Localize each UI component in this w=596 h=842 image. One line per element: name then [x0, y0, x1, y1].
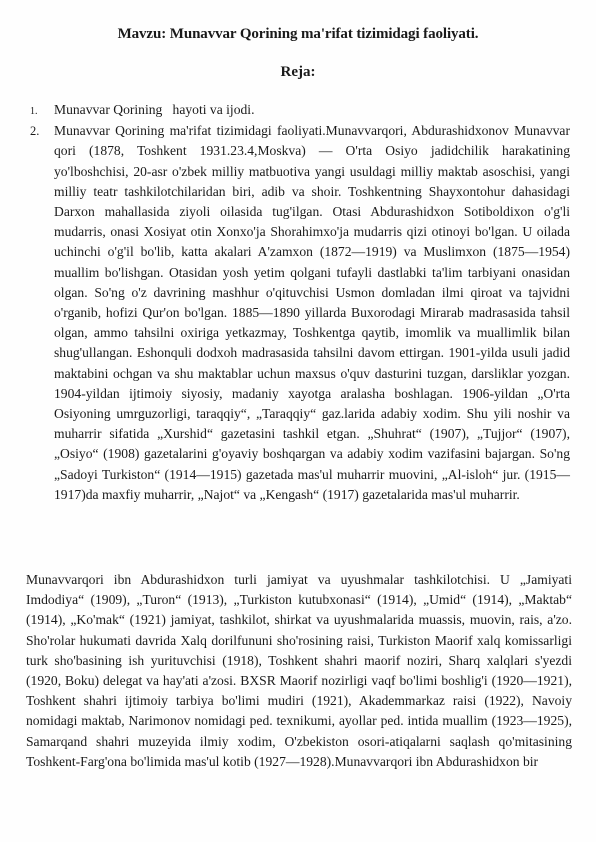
plan-list: [0, 100, 596, 505]
plan-item-text: Munavvar Qorining hayoti va ijodi.: [54, 102, 255, 117]
plan-item-2: [0, 121, 596, 505]
body-paragraph: Munavvarqori ibn Abdurashidxon turli jamiyat va uyushmalar tashkilotchisi. U „Jamiyati Imdodiya“ (1909), „Turon“ (1913), „Turkiston kutubxonasi“ (1914), „Umid“ (1914), „Maktab“ (1914), „Ko'mak“ (1921) jamiyat, tashkilot, shirkat va uyushmalarida muassis, muovin, rais, a'zo. Sho'rolar hukumati davrida Xalq dorilfununi sho'rosining raisi, Turkiston Maorif xalq komissarligi turk sho'basining ish yurituvchisi (1918), Toshkent shahri maorif noziri, Sharq xalqlari s'yezdi (1920, Boku) delegat va hay'ati a'zosi. BXSR Maorif nozirligi vaqf bo'limi boshlig'i (1920—1921), Toshkent shahri ijtimoiy tarbiya bo'limi mudiri (1921), Akademmarkaz raisi (1922), Navoiy nomidagi maktab, Narimonov nomidagi ped. texnikumi, ayollar ped. intida muallim (1923—1925), Samarqand shahri muzeyida ilmiy xodim, O'zbekiston osori-atiqalarni saqlash qo'mitasining Toshkent-Farg'ona bo'limida mas'ul kotib (1927—1928).Munavvarqori ibn Abdurashidxon bir: [26, 572, 572, 769]
document-title: Mavzu: Munavvar Qorining ma'rifat tizimidagi faoliyati.: [117, 26, 479, 42]
plan-heading: Reja:: [280, 64, 316, 80]
plan-item-number: 2.: [30, 124, 40, 139]
plan-item-text: Munavvar Qorining ma'rifat tizimidagi faoliyati.Munavvarqori, Abdurashidxonov Munavvar qori (1878, Toshkent 1931.23.4,Moskva) — O'rta Osiyo jadidchilik harakatining yo'lboshchisi, 20-asr o'zbek milliy matbuotiva yangi usuldagi milliy maktab asoschisi, yangi milliy teatr tashkilotchilaridan biri, adib va shoir. Toshkentning Shayxontohur dahasidagi Darxon mahallasida ziyoli oilasida tug'ilgan. Otasi Abdurashidxon Sotiboldixon o'g'li mudarris, onasi Xosiyat otin Xonxo'ja Shorahimxo'ja mudarris qizi otinoyi bo'lgan. U oilada uchinchi o'g'il bo'lib, katta akalari A'zamxon (1872—1919) va Muslimxon (1875—1954) muallim bo'lishgan. Otasidan yosh yetim qolgani tufayli dastlabki ta'lim tarbiyani onasidan olgan. So'ng o'z davrining mashhur o'qituvchisi Usmon domladan ilmi qiroat va tajvidni o'rganib, hofizi Qur'on bo'lgan. 1885—1890 yillarda Buxorodagi Mirarab madrasasida tahsil olgan, ammo tahsilni oxiriga yetkazmay, Toshkentga qaytib, imomlik va muallimlik bilan shug'ullangan. Eshonquli dodxoh madrasasida tahsilni davom ettirgan. 1901-yilda usuli jadid maktabini ochgan va shu maktablar uchun maxsus o'quv dasturini tuzgan, darsliklar yozgan. 1904-yildan ijtimoiy siyosiy, madaniy xayotga aralasha boshlagan. 1906-yildan „O'rta Osiyoning umrguzorligi, taraqqiy“, „Taraqqiy“ gaz.larida adabiy xodim. Shu yili noshir va muharrir sifatida „Xurshid“ gazetasini tashkil etgan. „Shuhrat“ (1907), „Tujjor“ (1907), „Osiyo“ (1908) gazetalarini g'oyaviy boshqargan va adabiy xodim vazifasini bajargan. So'ng „Sadoyi Turkiston“ (1914—1915) gazetada mas'ul muharrir muovini, „Al-isloh“ jur. (1915—1917)da maxfiy muharrir, „Najot“ va „Kengash“ (1917) gazetalarida mas'ul muharrir.: [54, 123, 570, 502]
plan-item-1: [0, 100, 596, 120]
plan-item-number: 1.: [30, 106, 38, 117]
